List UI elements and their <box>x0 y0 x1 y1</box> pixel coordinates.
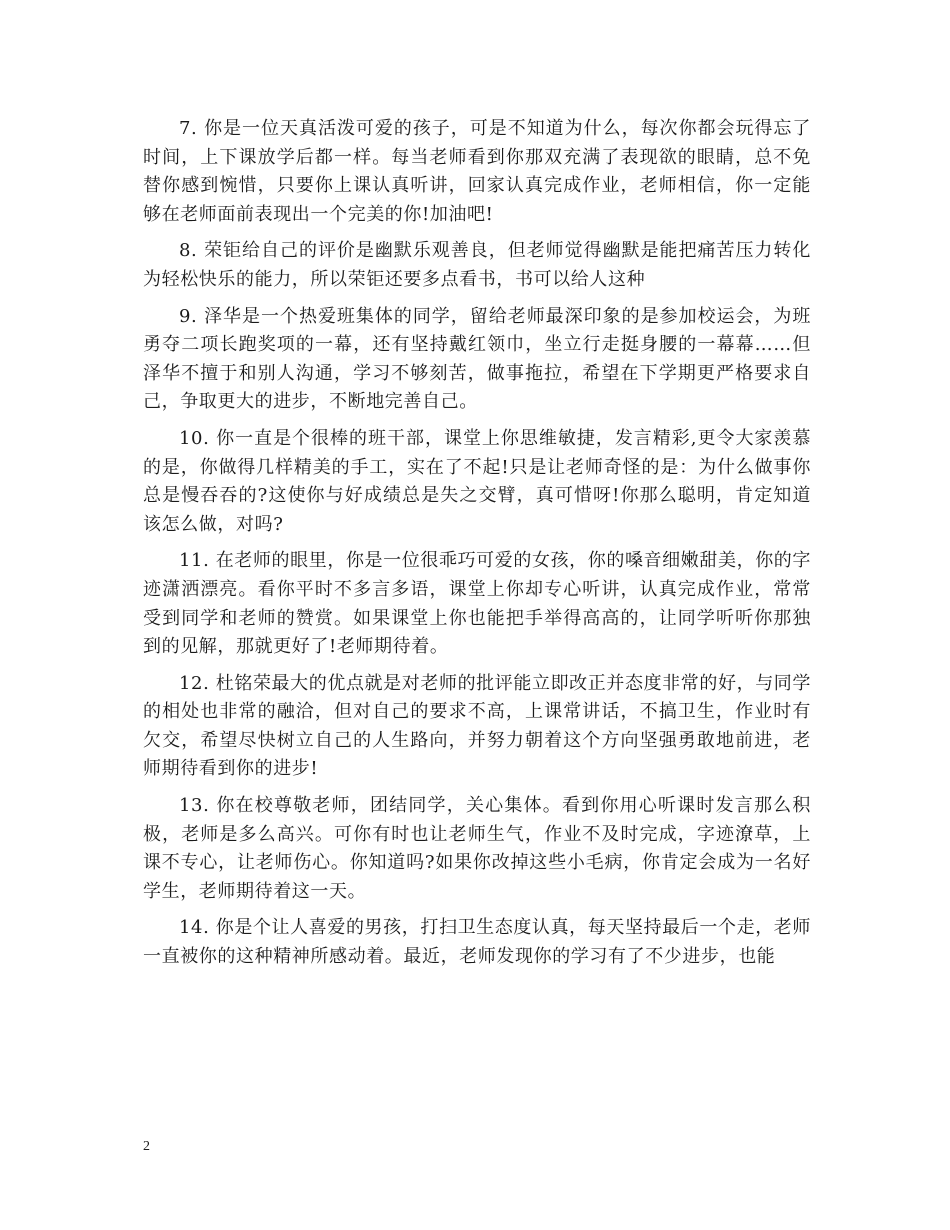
paragraph-11: 11. 在老师的眼里，你是一位很乖巧可爱的女孩，你的嗓音细嫩甜美，你的字迹潇洒漂亮。看你平时不多言多语，课堂上你却专心听讲，认真完成作业，常常受到同学和老师的赞赏。如果课堂上你也能把手举得高高的，让同学听听你那独到的见解，那就更好了!老师期待着。 <box>143 550 811 658</box>
paragraph-9: 9. 泽华是一个热爱班集体的同学，留给老师最深印象的是参加校运会，为班勇夺二项长跑奖项的一幕，还有坚持戴红领巾，坐立行走挺身腰的一幕幕……但泽华不擅于和别人沟通，学习不够刻苦，做事拖拉，希望在下学期更严格要求自己，争取更大的进步，不断地完善自己。 <box>143 305 811 413</box>
paragraph-12: 12. 杜铭荣最大的优点就是对老师的批评能立即改正并态度非常的好，与同学的相处也非常的融洽，但对自己的要求不高，上课常讲话，不搞卫生，作业时有欠交，希望尽快树立自己的人生路向，并努力朝着这个方向坚强勇敢地前进，老师期待看到你的进步! <box>143 672 811 780</box>
paragraph-10: 10. 你一直是个很棒的班干部，课堂上你思维敏捷，发言精彩,更令大家羡慕的是，你做得几样精美的手工，实在了不起!只是让老师奇怪的是：为什么做事你总是慢吞吞的?这使你与好成绩总是失之交臂，真可惜呀!你那么聪明，肯定知道该怎么做，对吗? <box>143 427 811 535</box>
page-number: 2 <box>143 1139 150 1154</box>
paragraph-7: 7. 你是一位天真活泼可爱的孩子，可是不知道为什么，每次你都会玩得忘了时间，上下课放学后都一样。每当老师看到你那双充满了表现欲的眼睛，总不免替你感到惋惜，只要你上课认真听讲，回家认真完成作业，老师相信，你一定能够在老师面前表现出一个完美的你!加油吧! <box>143 118 811 225</box>
document-body <box>143 115 811 980</box>
paragraph-14: 14. 你是个让人喜爱的男孩，打扫卫生态度认真，每天坚持最后一个走，老师一直被你的这种精神所感动着。最近，老师发现你的学习有了不少进步，也能 <box>143 917 811 968</box>
paragraph-13: 13. 你在校尊敬老师，团结同学，关心集体。看到你用心听课时发言那么积极，老师是多么高兴。可你有时也让老师生气，作业不及时完成，字迹潦草，上课不专心，让老师伤心。你知道吗?如果你改掉这些小毛病，你肯定会成为一名好学生，老师期待着这一天。 <box>143 795 811 902</box>
paragraph-8: 8. 荣钜给自己的评价是幽默乐观善良，但老师觉得幽默是能把痛苦压力转化为轻松快乐的能力，所以荣钜还要多点看书，书可以给人这种 <box>143 240 811 290</box>
